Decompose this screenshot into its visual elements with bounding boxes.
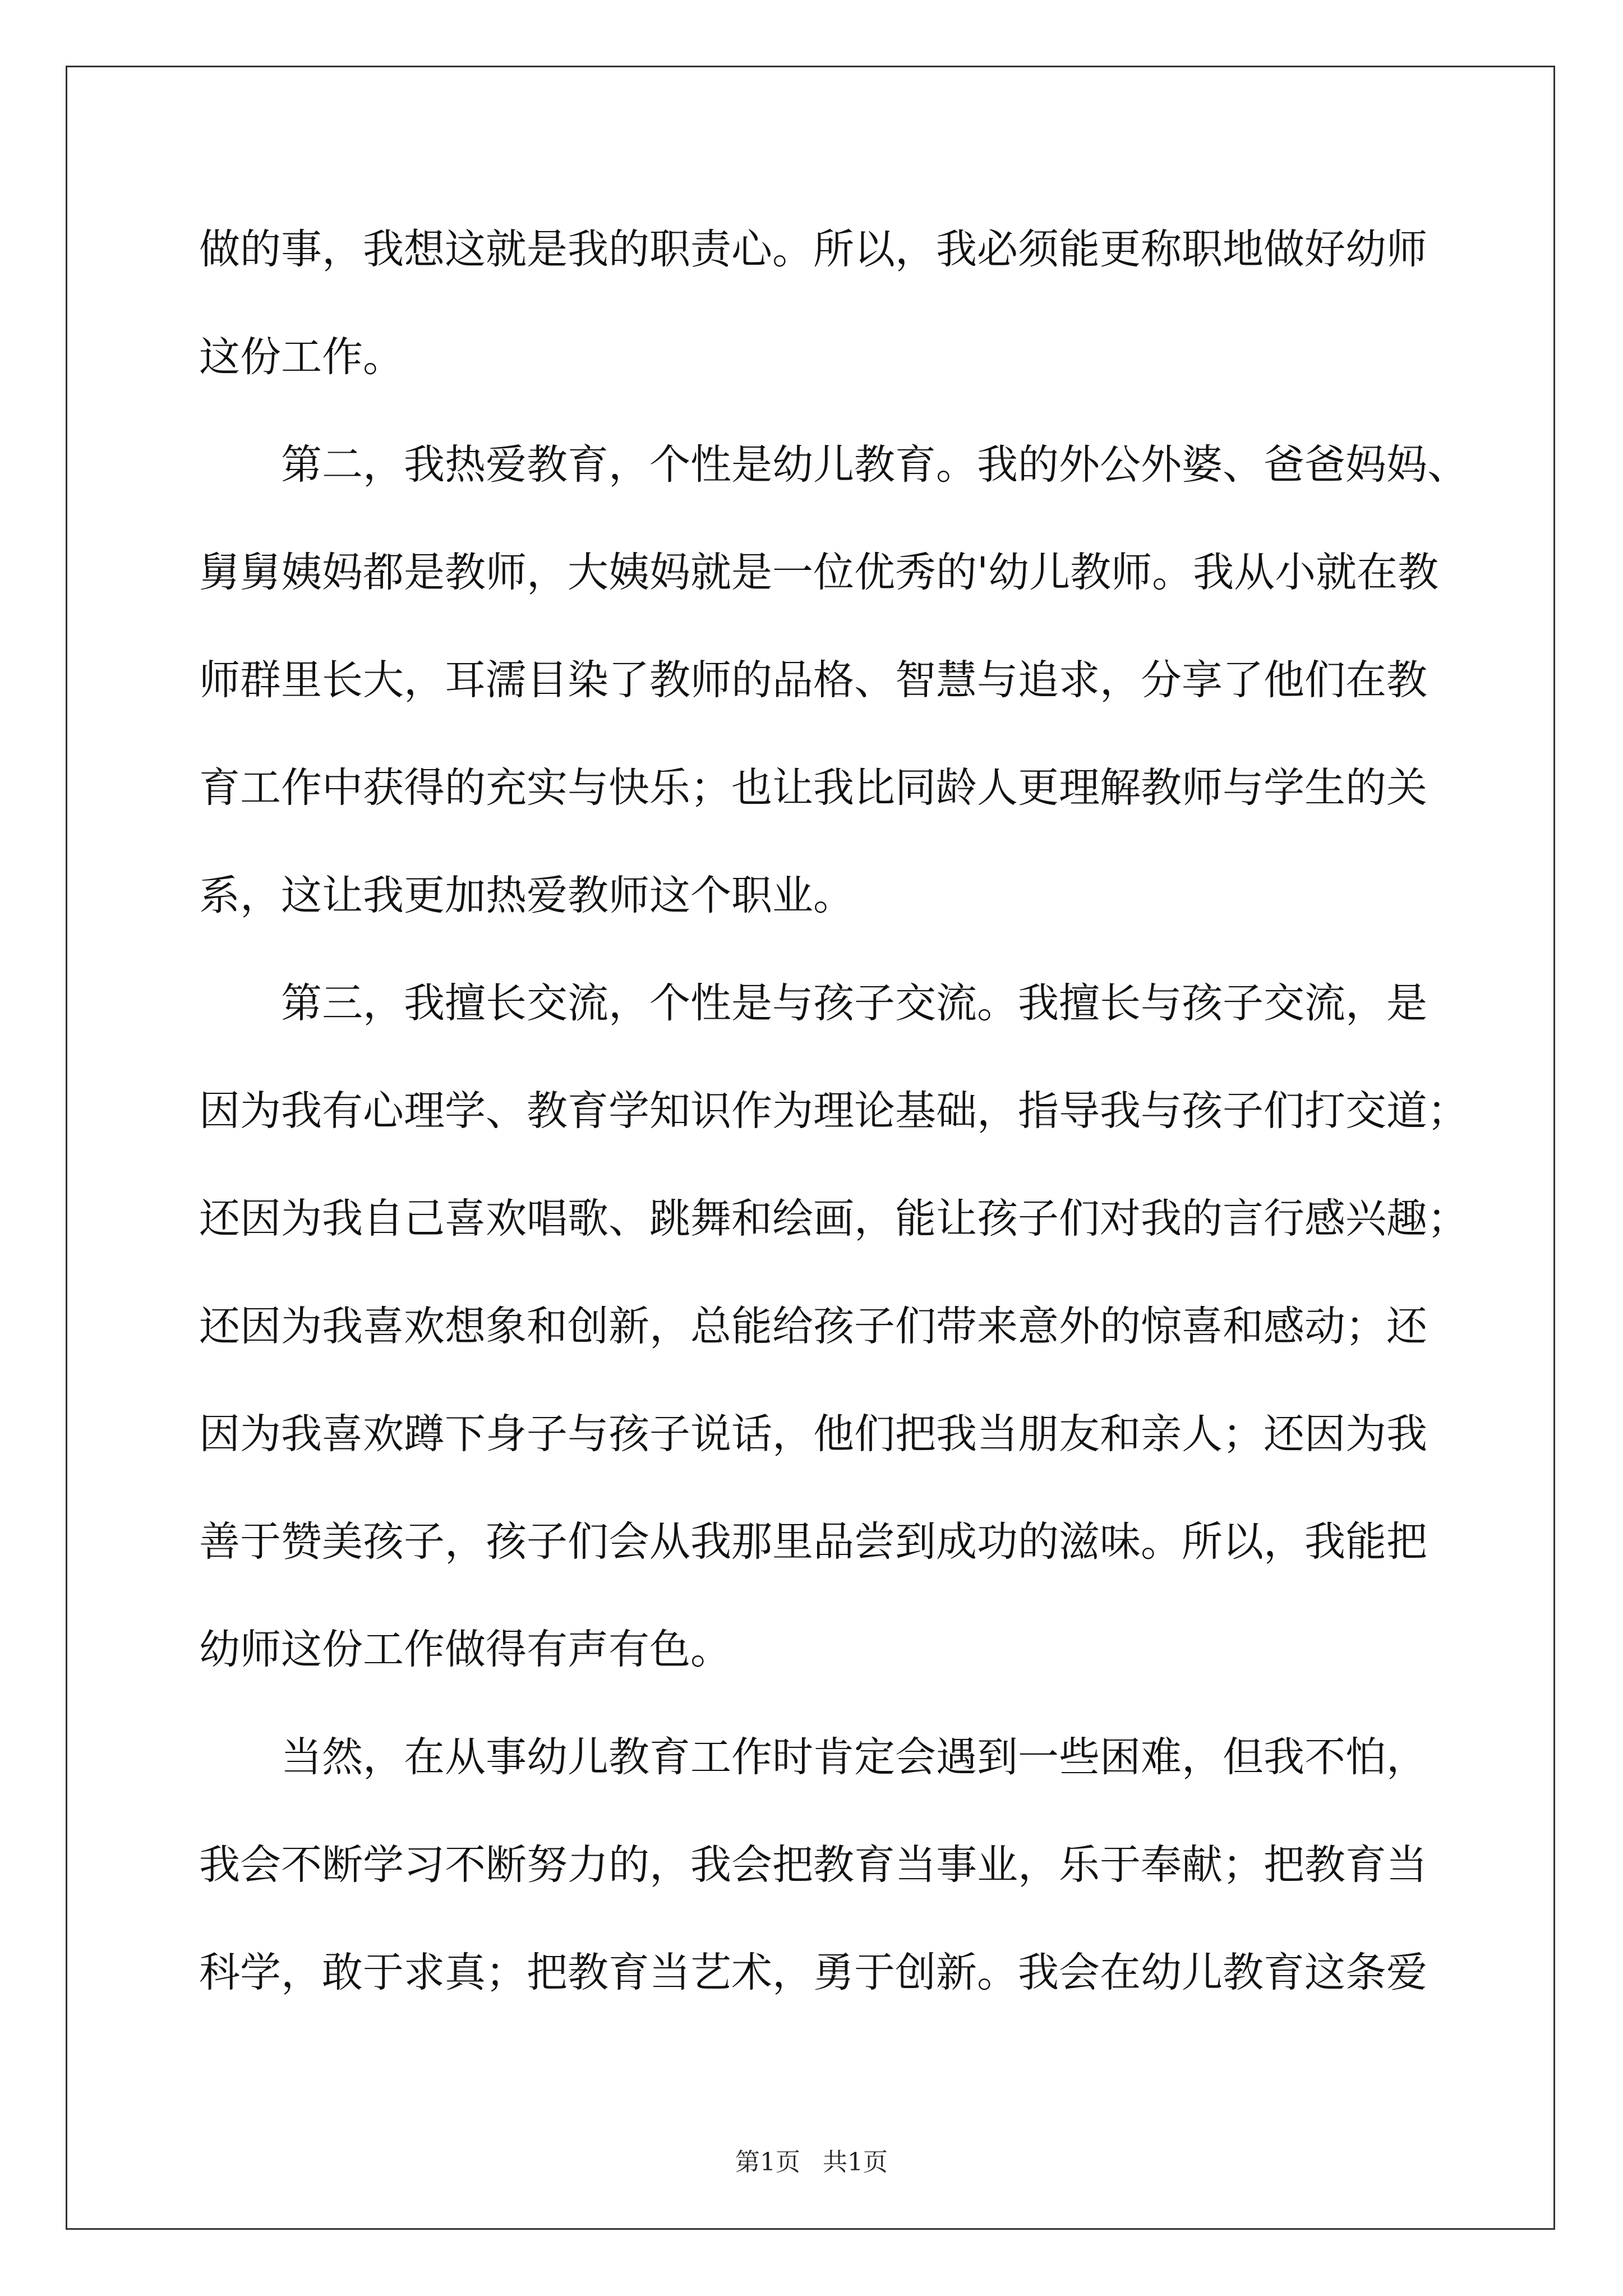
paragraph-first-line: 第三，我擅长交流，个性是与孩子交流。我擅长与孩子交流，是: [281, 979, 1427, 1027]
text-line: 科学，敢于求真；把教育当艺术，勇于创新。我会在幼儿教育这条爱: [199, 1949, 1427, 1996]
document-body: [199, 219, 1468, 2050]
text-line: 师群里长大，耳濡目染了教师的品格、智慧与追求，分享了他们在教: [199, 656, 1427, 704]
paragraph-first-line: 第二，我热爱教育，个性是幼儿教育。我的外公外婆、爸爸妈妈、: [281, 441, 1468, 489]
text-line: 善于赞美孩子，孩子们会从我那里品尝到成功的滋味。所以，我能把: [199, 1518, 1427, 1566]
text-line: 幼师这份工作做得有声有色。: [199, 1626, 731, 1673]
text-line: 因为我有心理学、教育学知识作为理论基础，指导我与孩子们打交道；: [199, 1087, 1468, 1135]
text-line: 我会不断学习不断努力的，我会把教育当事业，乐于奉献；把教育当: [199, 1841, 1427, 1889]
page-number-current: 第1页: [735, 2148, 800, 2177]
text-line: 还因为我自己喜欢唱歌、跳舞和绘画，能让孩子们对我的言行感兴趣；: [199, 1195, 1468, 1243]
text-line: 做的事，我想这就是我的职责心。所以，我必须能更称职地做好幼师: [199, 226, 1427, 273]
text-line: 因为我喜欢蹲下身子与孩子说话，他们把我当朋友和亲人；还因为我: [199, 1410, 1427, 1458]
text-line: 舅舅姨妈都是教师，大姨妈就是一位优秀的'幼儿教师。我从小就在教: [199, 549, 1439, 596]
text-line: 育工作中获得的充实与快乐；也让我比同龄人更理解教师与学生的关: [199, 764, 1427, 812]
paragraph-first-line: 当然，在从事幼儿教育工作时肯定会遇到一些困难，但我不怕，: [281, 1733, 1427, 1781]
page-footer: [0, 2146, 1623, 2179]
text-line: 这份工作。: [199, 333, 404, 381]
text-line: 还因为我喜欢想象和创新，总能给孩子们带来意外的惊喜和感动；还: [199, 1303, 1427, 1350]
text-line: 系，这让我更加热爱教师这个职业。: [199, 872, 854, 919]
page-number-total: 共1页: [823, 2148, 888, 2177]
